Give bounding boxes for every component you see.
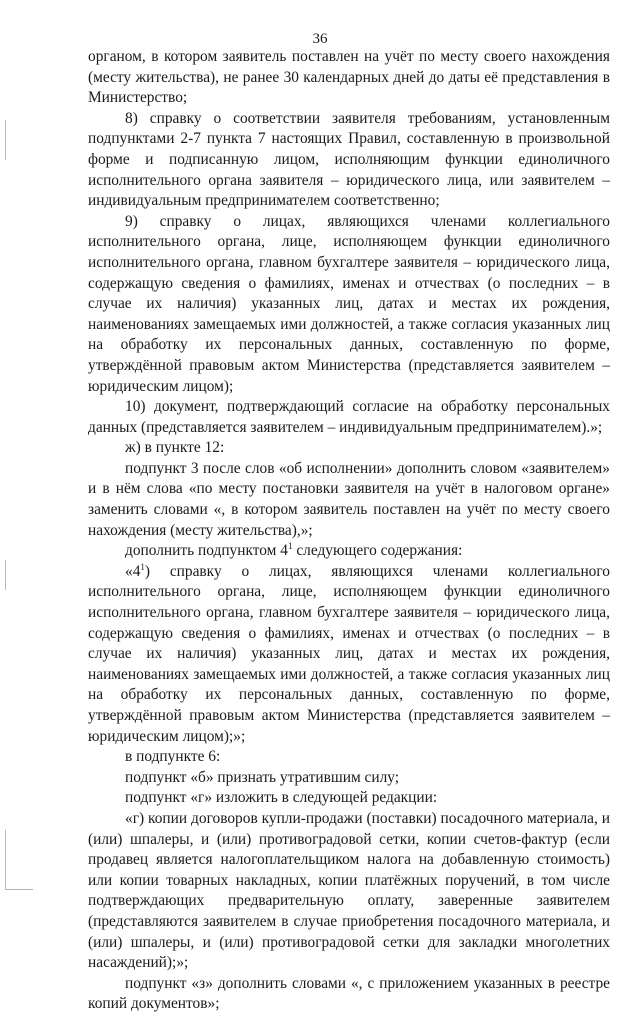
- scan-edge-line: [5, 830, 6, 890]
- document-body: [88, 47, 610, 1015]
- paragraph: 8) справку о соответствии заявителя требованиям, установленным подпунктами 2-7 пункта 7 настоящих Правил, составленную в произвольной форме и подписанную лицом, исполняющим функции единоличного исполнительного органа заявителя – юридического лица, или заявителем – индивидуальным предпринимателем соответственно;: [88, 109, 610, 210]
- superscript: 1: [140, 561, 145, 572]
- text-run: ) справку о лицах, являющихся членами коллегиального исполнительного органа, лице, исполняющем функции единоличного исполнительного органа, главном бухгалтере заявителя – юридического лица, содержащую сведения о фамилиях, именах и отчествах (о последних – в случае их наличия) указанных лиц, датах и местах их рождения, наименованиях замещаемых ими должностей, а также согласия указанных лиц на обработку их персональных данных, составленную по форме, утверждённой правовым актом Министерства (представляется заявителем – юридическим лицом);»;: [88, 562, 610, 745]
- paragraph: ж) в пункте 12:: [125, 439, 225, 457]
- paragraph: подпункт «г» изложить в следующей редакции:: [125, 789, 438, 807]
- paragraph: «г) копии договоров купли-продажи (поставки) посадочного материала, и (или) шпалеры, и (или) противоградовой сетки, копии счетов-фактур (если продавец является налогоплательщиком налога на добавленную стоимость) или копии товарных накладных, копии платёжных поручений, в том числе подтверждающих предварительную оплату, заверенные заявителем (представляются заявителем в случае приобретения посадочного материала, и (или) шпалеры, и (или) противоградовой сетки для закладки многолетних насаждений);»;: [88, 809, 610, 972]
- scan-edge-line: [5, 120, 6, 160]
- superscript: 1: [287, 541, 293, 552]
- text-run: следующего содержания:: [292, 542, 463, 560]
- paragraph-supplement: [88, 541, 610, 562]
- paragraph: подпункт 3 после слов «об исполнении» дополнить словом «заявителем» и в нём слова «по месту постановки заявителя на учёт в налоговом органе» заменить словами «, в котором заявитель поставлен на учёт по месту своего нахождения (месту жительства),»;: [88, 459, 610, 539]
- paragraph: подпункт «б» признать утратившим силу;: [125, 768, 400, 786]
- paragraph: 9) справку о лицах, являющихся членами коллегиального исполнительного органа, лице, исполняющем функции единоличного исполнительного органа, главном бухгалтере заявителя – юридического лица, содержащую сведения о фамилиях, именах и отчествах (о последних – в случае их наличия) указанных лиц, датах и местах их рождения, наименованиях замещаемых ими должностей, а также согласия указанных лиц на обработку их персональных данных, составленную по форме, утверждённой правовым актом Министерства (представляется заявителем – юридическим лицом);: [88, 212, 610, 395]
- scan-edge-line: [5, 560, 6, 590]
- paragraph: подпункт «з» дополнить словами «, с приложением указанных в реестре копий документов»;: [88, 974, 610, 1013]
- text-run: дополнить подпунктом 4: [125, 542, 288, 560]
- paragraph: органом, в котором заявитель поставлен на учёт по месту своего нахождения (месту жительства), не ранее 30 календарных дней до даты её представления в Министерство;: [88, 48, 610, 107]
- scan-corner-mark: [5, 889, 33, 890]
- text-run: «4: [125, 562, 141, 580]
- paragraph: 10) документ, подтверждающий согласие на обработку персональных данных (представляется заявителем – индивидуальным предпринимателем).»;: [88, 398, 610, 436]
- page-number: 36: [312, 31, 328, 47]
- paragraph-item-4-1: [88, 562, 610, 747]
- paragraph: в подпункте 6:: [125, 748, 221, 766]
